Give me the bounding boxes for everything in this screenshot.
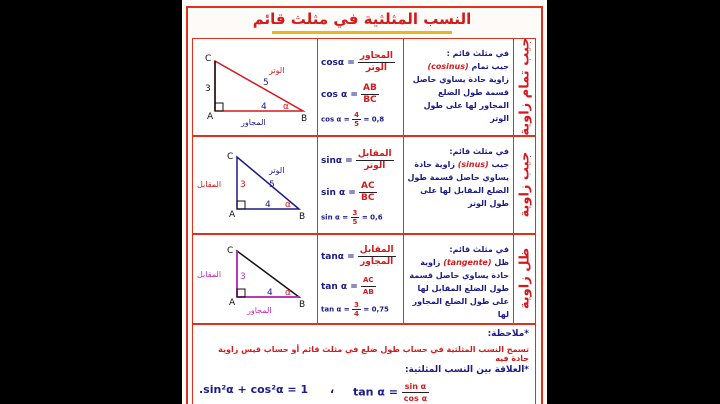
notes-section: [192, 324, 536, 404]
sin-example-fraction: $\frac{3}{5}$: [352, 209, 358, 226]
sin-letter-fraction: $\frac{AC}{BC}$: [360, 181, 375, 203]
description-tangent: [403, 235, 514, 323]
tan-example-lhs: tan α =: [321, 305, 350, 314]
sin-desc-prefix: جيب: [491, 160, 509, 169]
cos-function: cosα: [321, 58, 345, 68]
note-heading: *ملاحظة:: [487, 329, 529, 339]
tan-letter-fraction: $\frac{AC}{AB}$: [362, 276, 374, 296]
sin-example-result: = 0,6: [361, 213, 383, 222]
row-tangent: [192, 234, 536, 324]
tangent-identity-fraction: $\frac{\text{sin α}}{\text{cos α}}$: [403, 382, 428, 403]
note-text: تسمح النسب المثلثية في حساب طول ضلع في مثلث قائم أو حساب قيس زاوية حادة فيه: [218, 345, 529, 363]
page-title: النسب المثلثية في مثلث قائم: [252, 10, 472, 28]
opposite-label: المقابل: [197, 180, 222, 189]
cos-word-fraction: $\frac{\text{المجاور}}{\text{الوتر}}$: [359, 51, 394, 73]
vertex-b-label: B: [301, 114, 308, 124]
side-sine: [513, 137, 537, 233]
triangle-sine-diagram: [193, 137, 317, 233]
hypotenuse-label: الوتر: [269, 66, 285, 75]
angle-label: α: [283, 102, 289, 112]
opposite-label: المقابل: [197, 270, 222, 279]
tangent-identity: [353, 381, 429, 404]
tan-function: tanα: [321, 252, 344, 262]
triangle-cosine-diagram: [193, 39, 317, 135]
vertex-a-label: A: [207, 112, 214, 122]
angle-label: α: [285, 288, 291, 298]
side-vertical-value: 3: [240, 272, 246, 282]
cos-desc-intro: في مثلث قائم :: [446, 49, 509, 58]
tan-desc-intro: في مثلث قائم:: [449, 245, 509, 254]
cos-letter-fraction: $\frac{AB}{BC}$: [363, 83, 377, 105]
figure-tangent: [193, 235, 318, 323]
vertex-c-label: C: [227, 246, 234, 256]
formula-sine: sinα = $\frac{\text{المقابل}}{\text{الوتر}}$ sin α = $\frac{AC}{BC}$ sin α = $\frac{3}{5}$ = 0,6: [317, 137, 404, 233]
side-vertical-value: 3: [240, 180, 246, 190]
tan-example-result: = 0,75: [363, 305, 389, 314]
tan-function-2: tan α: [321, 282, 348, 292]
figure-cosine: [193, 39, 318, 135]
identity-text: .sin²α + cos²α = 1: [199, 383, 309, 396]
side-tangent: [513, 235, 537, 323]
sin-function: sinα: [321, 156, 343, 166]
description-cosine: [403, 39, 514, 135]
identity-separator: ،: [329, 383, 335, 396]
sin-desc-intro: في مثلث قائم:: [449, 147, 509, 156]
vertex-a-label: A: [229, 298, 236, 308]
formula-cosine: cosα = $\frac{\text{المجاور}}{\text{الوتر}}$ cos α = $\frac{AB}{BC}$ cos α = $\frac{4}{5}$ = 0,8: [317, 39, 404, 135]
worksheet: [182, 0, 547, 404]
tan-example-fraction: $\frac{3}{4}$: [354, 301, 359, 318]
cos-desc-prefix: جيب تمام: [471, 62, 509, 71]
sin-desc-rest: زاوية حادة يساوي حاصل قسمة طول الضلع المقابل لها على طول الوتر: [407, 160, 509, 208]
figure-sine: [193, 137, 318, 233]
cos-function-2: cos α: [321, 90, 348, 100]
side-base-value: 4: [265, 200, 271, 210]
sine-heading: جيب زاوية: [517, 151, 533, 218]
sin-word-fraction: $\frac{\text{المقابل}}{\text{الوتر}}$: [357, 149, 392, 171]
tan-desc-term: (tangente): [443, 258, 492, 267]
side-base-value: 4: [261, 102, 267, 112]
adjacent-label: المجاور: [241, 118, 266, 127]
vertex-c-label: C: [205, 54, 212, 64]
vertex-b-label: B: [299, 212, 306, 222]
angle-label: α: [285, 200, 291, 210]
tan-word-fraction: $\frac{\text{المقابل}}{\text{المجاور}}$: [359, 245, 394, 267]
sin-desc-term: (sinus): [457, 160, 489, 169]
cos-example-result: = 0,8: [363, 115, 385, 124]
adjacent-label: المجاور: [247, 306, 272, 315]
vertex-b-label: B: [299, 300, 306, 310]
tan-desc-rest: زاوية حادة يساوي حاصل قسمة طول الضلع المقابل لها على طول الضلع المجاور لها: [409, 258, 509, 319]
tan-desc-prefix: ظل: [494, 258, 509, 267]
row-cosine: [192, 38, 536, 136]
side-hypotenuse-value: 5: [263, 78, 269, 88]
side-cosine: [513, 39, 537, 135]
hypotenuse-label: الوتر: [269, 166, 285, 175]
tangent-identity-lhs: tan α =: [353, 385, 398, 399]
formula-tangent: tanα = $\frac{\text{المقابل}}{\text{المجاور}}$ tan α = $\frac{AC}{AB}$ tan α = $\frac{3}{4}$ = 0,75: [317, 235, 404, 323]
side-vertical-value: 3: [205, 84, 211, 94]
vertex-a-label: A: [229, 210, 236, 220]
vertex-c-label: C: [227, 152, 234, 162]
side-base-value: 4: [267, 288, 273, 298]
tangent-heading: ظل زاوية: [517, 247, 533, 310]
sin-function-2: sin α: [321, 188, 346, 198]
cos-desc-term: (cosinus): [427, 62, 469, 71]
sin-example-lhs: sin α =: [321, 213, 349, 222]
row-sine: [192, 136, 536, 234]
triangle-tangent-diagram: [193, 235, 317, 323]
description-sine: [403, 137, 514, 233]
cos-desc-rest: زاوية حادة يساوي حاصل قسمة طول الضلع المجاور لها على طول الوتر: [412, 75, 509, 123]
cosine-heading: جيب تمام زاوية: [517, 37, 533, 136]
cos-example-fraction: $\frac{4}{5}$: [354, 111, 359, 128]
pythagorean-identity: [199, 383, 334, 396]
relation-heading: *العلاقة بين النسب المثلثية:: [404, 365, 529, 375]
cos-example-lhs: cos α =: [321, 115, 350, 124]
side-hypotenuse-value: 5: [269, 180, 275, 190]
title-underline: [272, 31, 452, 34]
